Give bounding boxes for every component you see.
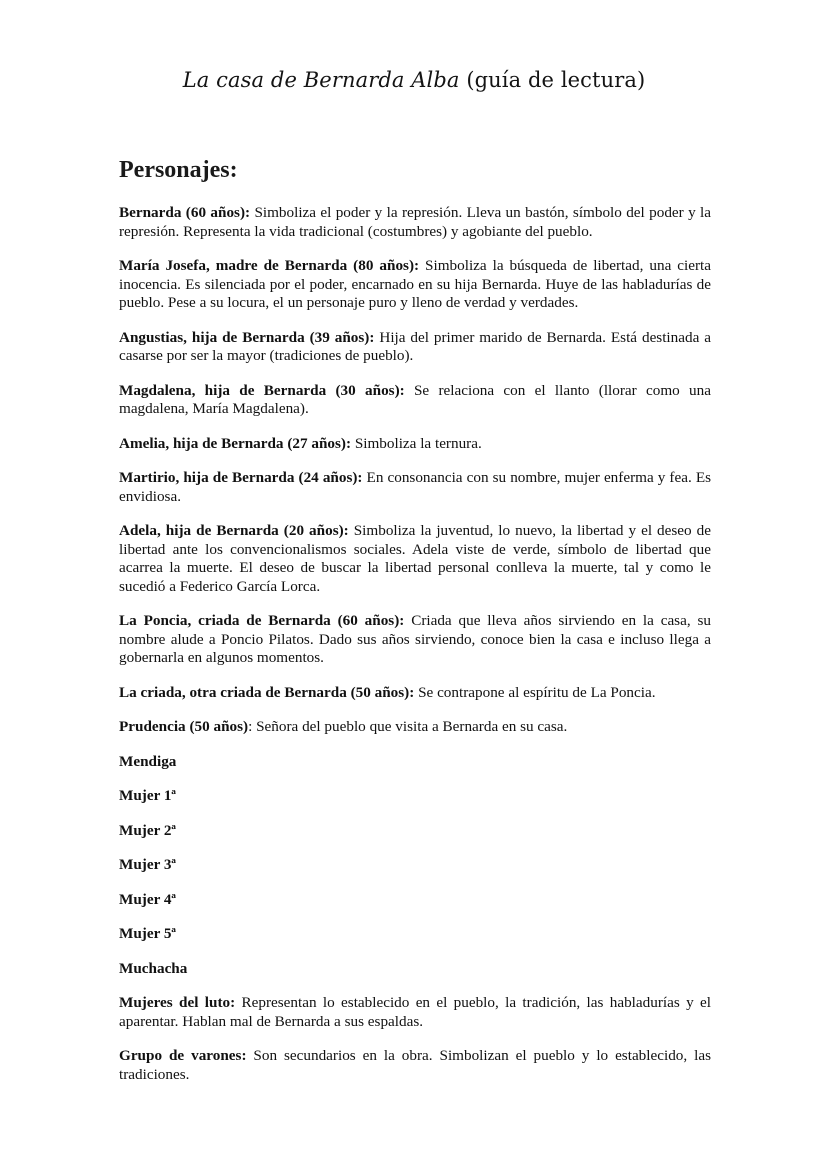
group-description: Son secundarios en la obra. Simbolizan el pueblo y lo establecido, las tradiciones. <box>119 1047 711 1083</box>
character-description: Criada que lleva años sirviendo en la casa, su nombre alude a Poncio Pilatos. Dado sus años sirviendo, conoce bien la casa e incluso llega a gobernarla en algunos momentos. <box>119 612 711 666</box>
character-entry-angustias <box>119 329 711 366</box>
minor-character-mujer-4: Mujer 4ª <box>119 890 176 908</box>
minor-character-mendiga: Mendiga <box>119 752 177 770</box>
character-name: Martirio, hija de Bernarda (24 años): <box>119 469 363 486</box>
character-name: La criada, otra criada de Bernarda (50 años): <box>119 683 415 701</box>
character-entry-adela <box>119 522 711 596</box>
character-list <box>119 204 711 1100</box>
character-entry-amelia <box>119 435 711 454</box>
group-name: Grupo de varones: <box>119 1047 247 1064</box>
title-work-name: La casa de Bernarda Alba <box>182 68 460 92</box>
page-title <box>0 68 828 92</box>
character-description: : Señora del pueblo que visita a Bernarda en su casa. <box>248 718 568 735</box>
character-name: Magdalena, hija de Bernarda (30 años): <box>119 381 405 399</box>
title-subtitle: (guía de lectura) <box>459 68 646 92</box>
minor-character-mujer-1: Mujer 1ª <box>119 787 176 804</box>
character-description: Hija del primer marido de Bernarda. Está destinada a casarse por ser la mayor (tradiciones de pueblo). <box>119 328 711 364</box>
minor-character-muchacha: Muchacha <box>119 959 188 977</box>
character-name: Prudencia (50 años) <box>119 718 249 735</box>
character-name: Angustias, hija de Bernarda (39 años): <box>119 328 375 346</box>
character-entry-bernarda <box>119 204 711 241</box>
character-entry-prudencia <box>119 718 711 737</box>
section-heading-personajes: Personajes: <box>119 157 238 183</box>
group-entry-grupo-de-varones <box>119 1047 711 1084</box>
character-entry-maria-josefa <box>119 257 711 313</box>
character-name: Adela, hija de Bernarda (20 años): <box>119 522 349 539</box>
character-entry-la-poncia <box>119 612 711 668</box>
character-entry-la-criada <box>119 684 711 703</box>
character-description: En consonancia con su nombre, mujer enferma y fea. Es envidiosa. <box>119 469 712 505</box>
character-description: Se contrapone al espíritu de La Poncia. <box>414 683 656 701</box>
group-entry-mujeres-del-luto <box>119 994 711 1031</box>
character-name: María Josefa, madre de Bernarda (80 años): <box>119 257 420 274</box>
character-entry-martirio <box>119 469 711 506</box>
character-description: Simboliza la juventud, lo nuevo, la libertad y el deseo de libertad ante los convencionalismos sociales. Adela viste de verde, símbolo de libertad que acarrea la muerte. El deseo de buscar la libertad personal conlleva la muerte, tal y como le sucedió a Federico García Lorca. <box>119 522 711 595</box>
character-description: Se relaciona con el llanto (llorar como una magdalena, María Magdalena). <box>119 381 711 417</box>
group-name: Mujeres del luto: <box>119 994 236 1011</box>
character-name: Amelia, hija de Bernarda (27 años): <box>119 434 352 452</box>
minor-character-mujer-2: Mujer 2ª <box>119 821 176 839</box>
character-description: Simboliza la ternura. <box>351 434 482 452</box>
minor-character-mujer-5: Mujer 5ª <box>119 925 176 942</box>
minor-character-mujer-3: Mujer 3ª <box>119 856 176 873</box>
character-name: Bernarda (60 años): <box>119 204 251 221</box>
character-name: La Poncia, criada de Bernarda (60 años): <box>119 612 405 629</box>
character-entry-magdalena <box>119 382 711 419</box>
character-description: Simboliza el poder y la represión. Lleva un bastón, símbolo del poder y la represión. Representa la vida tradicional (costumbres) y agobiante del pueblo. <box>119 204 711 240</box>
character-description: Simboliza la búsqueda de libertad, una cierta inocencia. Es silenciada por el poder, encarnado en su hija Bernarda. Huye de las habladurías de pueblo. Pese a su locura, el un personaje puro y lleno de verdad y verdades. <box>119 257 712 311</box>
group-description: Representan lo establecido en el pueblo, la tradición, las habladurías y el aparentar. Hablan mal de Bernarda a sus espaldas. <box>119 994 711 1030</box>
